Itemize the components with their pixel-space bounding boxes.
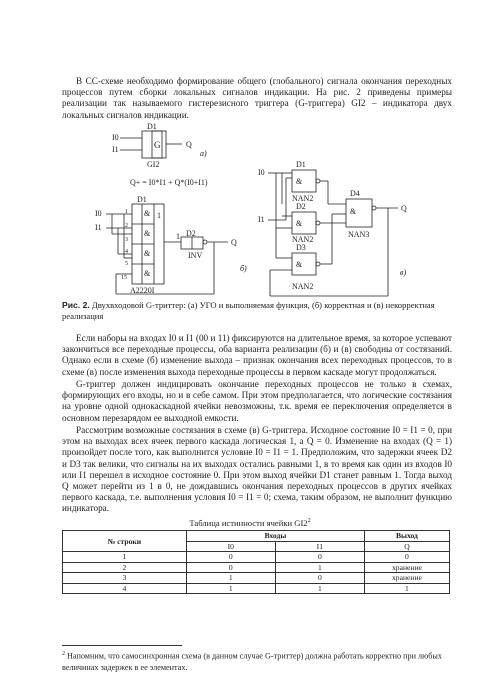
table-row: 4 1 1 1 <box>63 583 450 594</box>
paragraph-2: G-триггер должен индицировать окончание переходных процессов не только в схемах, формирующих его входы, но и в себе самом. При этом предполагается, что логические состязания на уровне одной однокаскадной ячейки невозможны, т.к. время ее переключения определяется в основном перезарядом ее выходной емкости. <box>62 379 452 423</box>
fig-b-output-q: Q <box>231 238 237 247</box>
svg-text:&: & <box>296 260 303 269</box>
fig-a-gate-label: G <box>154 140 161 150</box>
table-row: 1 0 0 0 <box>63 552 450 563</box>
footnote-rule <box>62 645 182 646</box>
fig-c-d4-id: D4 <box>350 189 360 198</box>
col-q: Q <box>364 541 449 552</box>
truth-table <box>62 530 450 594</box>
output-header: Выход <box>364 531 449 542</box>
svg-text:4: 4 <box>125 249 128 255</box>
figure-caption <box>62 300 452 321</box>
fig-c-d2-name: NAN2 <box>292 235 314 244</box>
fig-b-d1-id: D1 <box>137 195 147 204</box>
fig-c-d4-name: NAN3 <box>348 230 370 239</box>
caption-text: Двухвходовой G-триттер: (а) УГО и выполняемая функция, (б) корректная и (в) некорректная реализация <box>62 300 435 321</box>
fig-c-input-i1: I1 <box>258 215 265 224</box>
fig-a-label: а) <box>200 149 207 158</box>
intro-paragraph: В СС-схеме необходимо формирование общего (глобального) сигнала окончания переходных процессов путем сборки локальных сигналов индикации. На рис. 2 приведены примеры реализации так называемого гистерезисного триггера (G-триггера) GI2 – индикатора двух локальных сигналов индикации. <box>62 76 452 120</box>
fig-c-d2-id: D2 <box>296 202 306 211</box>
footnote <box>62 649 450 673</box>
row-number-header: № строки <box>63 531 187 552</box>
svg-text:1: 1 <box>176 232 180 241</box>
fig-c-d1-id: D1 <box>296 160 306 169</box>
fig-a-input-i0: I0 <box>112 133 119 142</box>
footnote-text: Напомним, что самосинхронная схема (в данном случае G-триттер) должна работать корректно при любых величинах задержек в ее элементах. <box>62 651 443 672</box>
fig-c-d3-name: NAN2 <box>292 282 314 291</box>
svg-text:1: 1 <box>125 209 128 215</box>
table-row: 3 1 0 хранение <box>63 573 450 584</box>
svg-text:1: 1 <box>157 211 161 220</box>
figure-b-schematic <box>95 195 247 295</box>
svg-text:&: & <box>144 229 151 238</box>
svg-text:&: & <box>144 249 151 258</box>
svg-text:5: 5 <box>125 261 128 267</box>
figure-c-schematic <box>258 160 407 296</box>
fig-a-gate-id: D1 <box>147 122 157 131</box>
fig-a-cell-name: GI2 <box>147 160 160 169</box>
fig-b-input-i0: I0 <box>95 209 102 218</box>
fig-c-output-q: Q <box>401 204 407 213</box>
footnote-mark: 2 <box>62 651 65 657</box>
paragraph-3: Рассмотрим возможные состязания в схеме (в) G-триггера. Исходное состояние I0 = I1 = 0, при этом на выходах всех ячеек первого каскада логическая 1, а Q = 0. Изменение на входах (Q = 1) произойдет после того, как выполнится условие I0 = I1 = 1. Предположим, что задержки ячеек D2 и D3 так велики, что сигналы на их выходах остались равными 1, в то время как один из входов I0 или I1 перешел в исходное состояние 0. При этом выход ячейки D1 станет равным 1. Тогда выход Q может перейти из 1 в 0, не дождавшись окончания переходных процессов в других ячейках первого каскада, т.е. выполнения условия I0 = I1 = 0; схема, таким образом, не выполнит функцию индикатора. <box>62 425 452 514</box>
table-title-footnote-mark: 2 <box>307 518 311 525</box>
caption-prefix: Рис. 2. <box>62 300 90 310</box>
inputs-header: Входы <box>186 531 364 542</box>
svg-text:&: & <box>144 209 151 218</box>
col-i1: I1 <box>275 541 364 552</box>
svg-text:2: 2 <box>125 223 128 229</box>
figure-a-symbol <box>112 122 208 187</box>
svg-text:15: 15 <box>121 275 127 281</box>
svg-text:&: & <box>350 207 357 216</box>
fig-c-input-i0: I0 <box>258 168 265 177</box>
svg-text:&: & <box>296 177 303 186</box>
fig-a-equation: Q+ = I0*I1 + Q*(I0+I1) <box>130 178 208 187</box>
fig-c-d1-name: NAN2 <box>292 194 314 203</box>
fig-b-input-i1: I1 <box>95 223 102 232</box>
col-i0: I0 <box>186 541 275 552</box>
fig-a-output-q: Q <box>186 140 192 149</box>
fig-b-d1-name: A2220I <box>130 286 155 295</box>
table-title: Таблица истинности ячейки $GI2^2$ <box>189 518 311 528</box>
fig-c-d3-id: D3 <box>296 243 306 252</box>
svg-text:&: & <box>296 219 303 228</box>
fig-b-d2-name: INV <box>188 251 203 260</box>
table-row: 2 0 1 хранение <box>63 562 450 573</box>
svg-text:&: & <box>144 269 151 278</box>
fig-a-input-i1: I1 <box>112 145 119 154</box>
fig-b-d2-id: D2 <box>186 229 196 238</box>
paragraph-1: Если наборы на входах I0 и I1 (00 и 11) фиксируются на длительное время, за которое успевают закончиться все переходные процессы, оба варианта реализации (б) и (в) свободны от состязаний. Однако если в схеме (б) изменение выхода – признак окончания всех переходных процессов, то в схеме (в) после изменения выхода переходные процессы в первом каскаде могут продолжаться. <box>62 333 452 377</box>
fig-b-label: б) <box>240 264 247 273</box>
svg-text:3: 3 <box>125 237 128 243</box>
fig-c-label: в) <box>400 268 407 277</box>
